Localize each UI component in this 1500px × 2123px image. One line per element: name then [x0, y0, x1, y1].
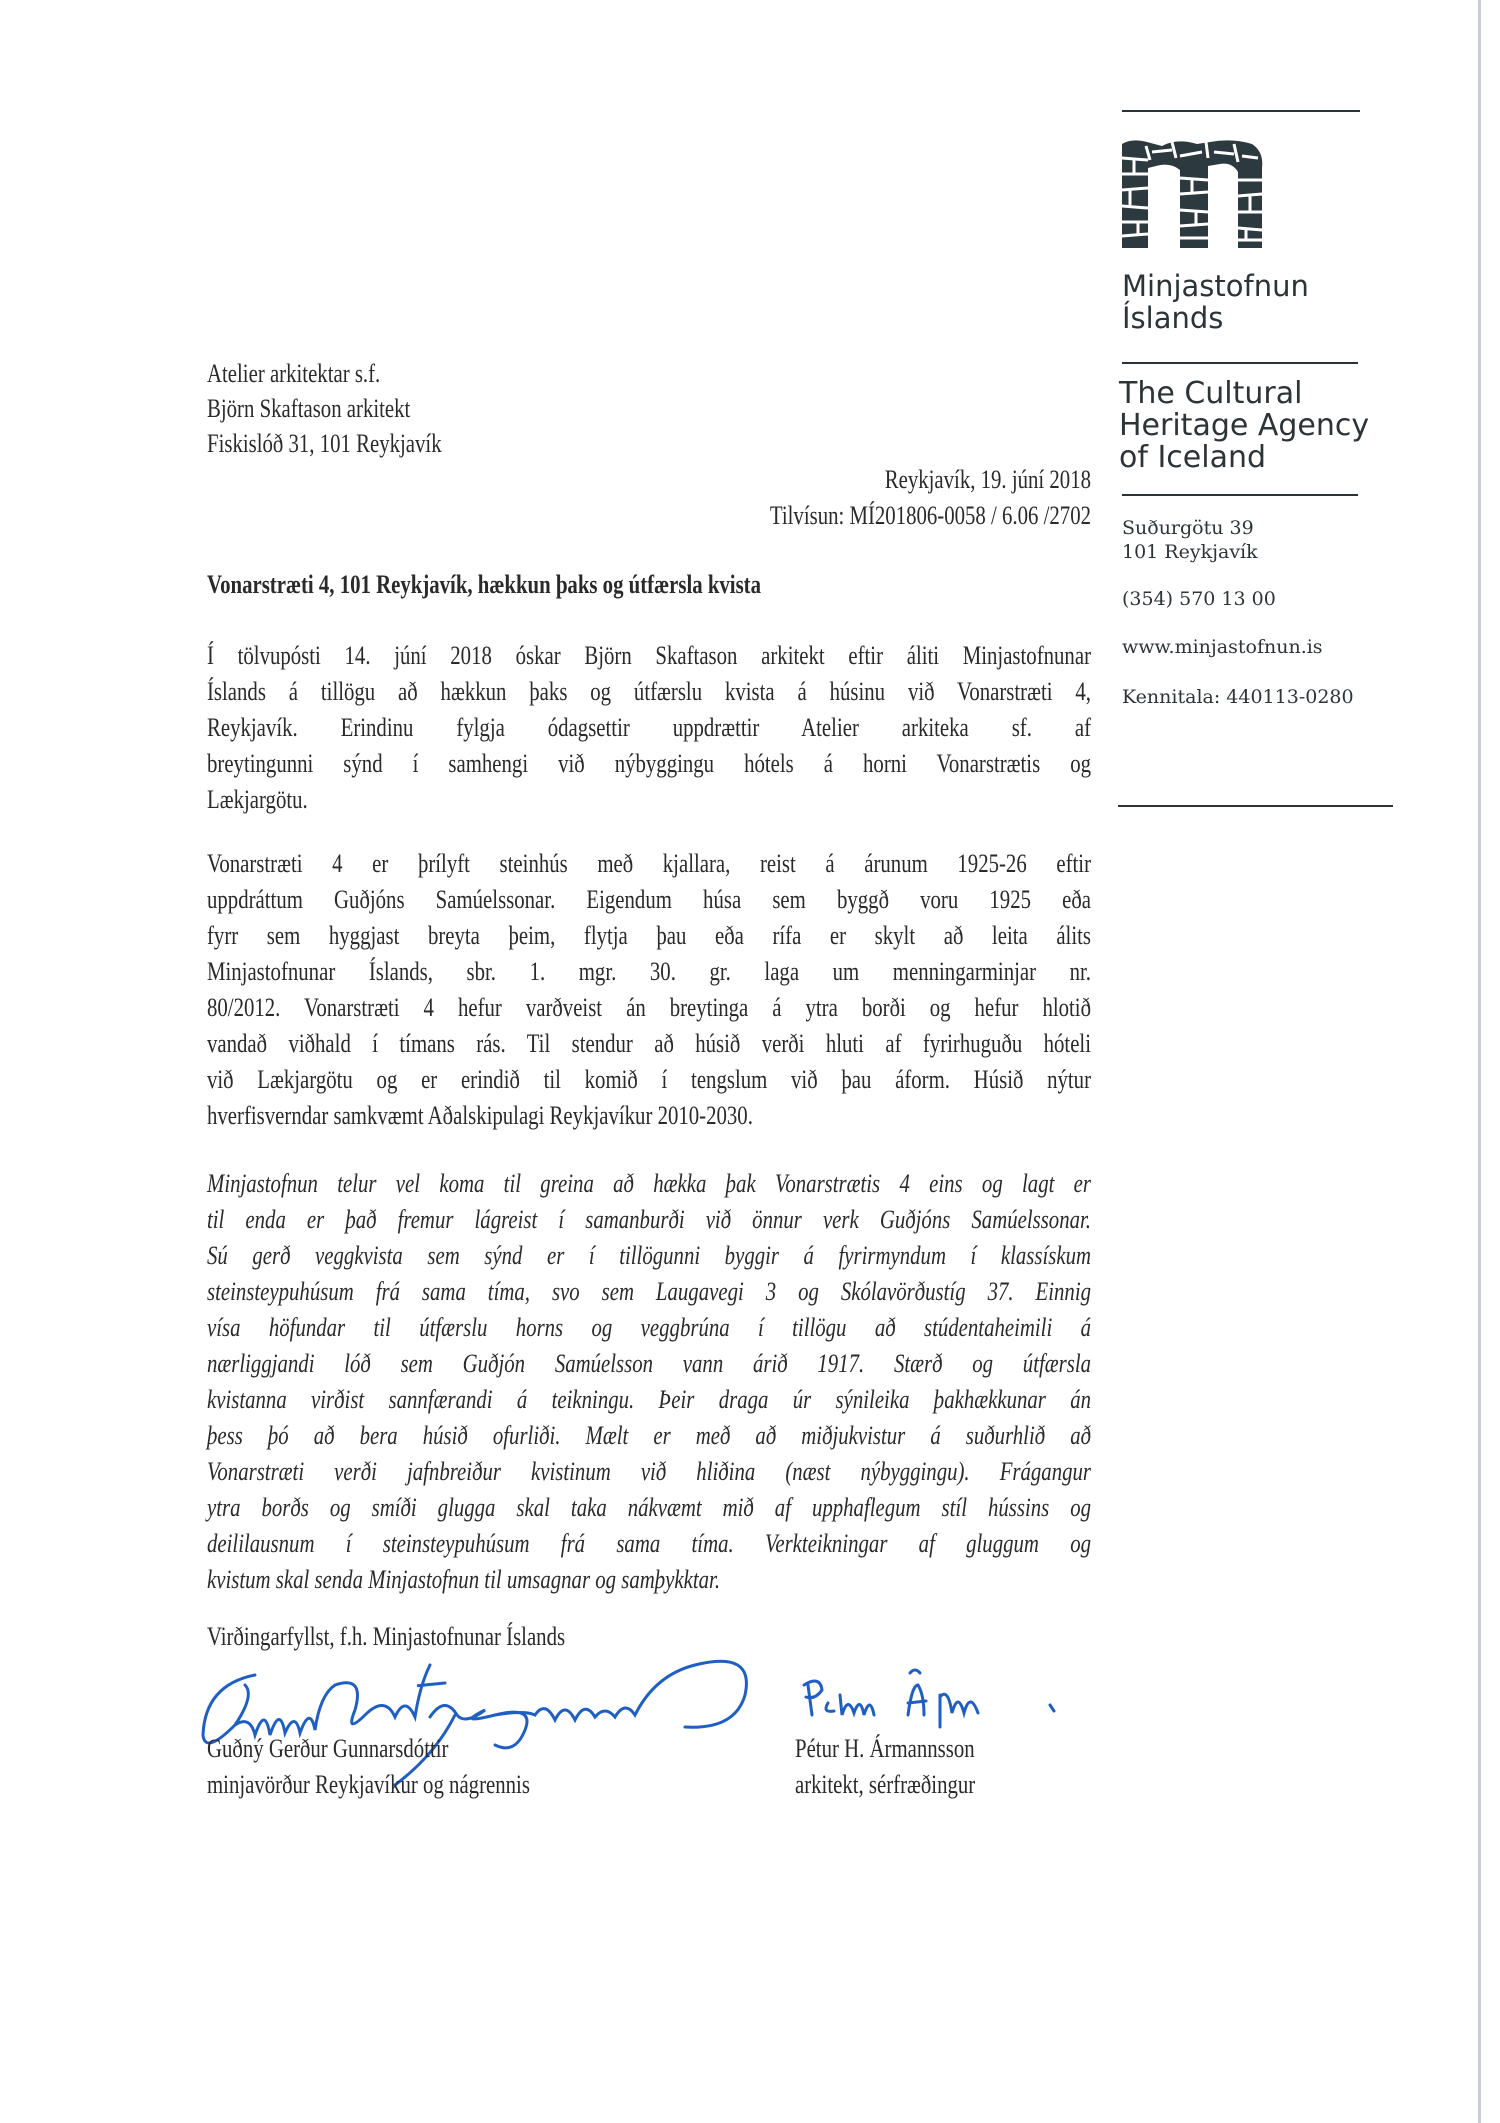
paragraph-line: uppdráttum Guðjóns Samúelssonar. Eigendum húsa sem byggð voru 1925 eða: [207, 885, 1091, 914]
paragraph-line: ytra borðs og smíði glugga skal taka nákvæmt mið af upphaflegum stíl hússins og: [207, 1493, 1091, 1522]
divider: [1122, 110, 1360, 112]
agency-kennitala: Kennitala: 440113-0280: [1122, 686, 1354, 708]
paragraph-line: Í tölvupósti 14. júní 2018 óskar Björn Skaftason arkitekt eftir áliti Minjastofnunar: [207, 641, 1091, 670]
address-line: 101 Reykjavík: [1122, 541, 1258, 563]
signatory-title: arkitekt, sérfræðingur: [795, 1770, 976, 1799]
paragraph-line: við Lækjargötu og er erindið til komið í tengslum við þau áform. Húsið nýtur: [207, 1065, 1091, 1094]
paragraph-line: Lækjargötu.: [207, 785, 308, 814]
address-line: Suðurgötu 39: [1122, 517, 1254, 539]
paragraph-line: breytingunni sýnd í samhengi við nýbyggingu hótels á horni Vonarstrætis og: [207, 749, 1091, 778]
paragraph-line: fyrr sem hyggjast breyta þeim, flytja þau eða rífa er skylt að leita álits: [207, 921, 1091, 950]
agency-name-line: The Cultural: [1119, 376, 1303, 411]
paragraph-line: kvistanna virðist sannfærandi á teikningu. Þeir draga úr sýnileika þakhækkunar án: [207, 1385, 1091, 1414]
agency-address: [1122, 516, 1258, 564]
body-paragraph-3: [207, 1166, 1091, 1598]
paragraph-line: Sú gerð veggkvista sem sýnd er í tillögunni byggir á fyrirmyndum í klassískum: [207, 1241, 1091, 1270]
agency-name-line: Heritage Agency: [1119, 408, 1370, 443]
paragraph-line: vísa höfundar til útfærslu horns og veggbrúna í tillögu að stúdentaheimili á: [207, 1313, 1091, 1342]
body-paragraph-2: [207, 846, 1091, 1134]
divider: [1122, 362, 1358, 364]
signatory-2: [795, 1731, 1500, 1803]
scan-edge-line: [1478, 0, 1481, 2123]
paragraph-line: steinsteypuhúsum frá sama tíma, svo sem Laugavegi 3 og Skólavörðustíg 37. Einnig: [207, 1277, 1091, 1306]
paragraph-line: nærliggjandi lóð sem Guðjón Samúelsson vann árið 1917. Stærð og útfærsla: [207, 1349, 1091, 1378]
paragraph-line: til enda er það fremur lágreist í samanburði við önnur verk Guðjóns Samúelssonar.: [207, 1205, 1091, 1234]
paragraph-line: Vonarstræti 4 er þrílyft steinhús með kjallara, reist á árunum 1925-26 eftir: [207, 849, 1091, 878]
agency-phone: (354) 570 13 00: [1122, 588, 1276, 610]
agency-name-is: [1122, 270, 1309, 334]
paragraph-line: hverfisverndar samkvæmt Aðalskipulagi Reykjavíkur 2010-2030.: [207, 1101, 753, 1130]
paragraph-line: þess þó að bera húsið ofurliði. Mælt er með að miðjukvistur á suðurhlið að: [207, 1421, 1091, 1450]
paragraph-line: deililausnum í steinsteypuhúsum frá sama tíma. Verkteikningar af gluggum og: [207, 1529, 1091, 1558]
letter-subject: Vonarstræti 4, 101 Reykjavík, hækkun þaks og útfærsla kvista: [207, 570, 761, 599]
paragraph-line: 80/2012. Vonarstræti 4 hefur varðveist án breytinga á ytra borði og hefur hlotið: [207, 993, 1091, 1022]
recipient-block: [207, 356, 1091, 461]
agency-name-line: Minjastofnun: [1122, 269, 1309, 303]
recipient-line: Björn Skaftason arkitekt: [207, 394, 411, 423]
divider: [1118, 805, 1393, 807]
agency-website[interactable]: www.minjastofnun.is: [1122, 636, 1323, 658]
signatory-name: Pétur H. Ármannsson: [795, 1734, 975, 1763]
date-block: [207, 462, 1091, 534]
paragraph-line: kvistum skal senda Minjastofnun til umsagnar og samþykktar.: [207, 1565, 721, 1594]
paragraph-line: Vonarstræti verði jafnbreiður kvistinum við hliðina (næst nýbyggingu). Frágangur: [207, 1457, 1091, 1486]
agency-name-line: of Iceland: [1119, 440, 1267, 475]
agency-name-line: Íslands: [1122, 301, 1224, 335]
agency-name-en: [1119, 378, 1369, 474]
paragraph-line: Minjastofnunar Íslands, sbr. 1. mgr. 30. gr. laga um menningarminjar nr.: [207, 957, 1091, 986]
paragraph-line: Íslands á tillögu að hækkun þaks og útfærslu kvista á húsinu við Vonarstræti 4,: [207, 677, 1091, 706]
body-paragraph-1: [207, 638, 1091, 818]
paragraph-line: Reykjavík. Erindinu fylgja ódagsettir uppdrættir Atelier arkiteka sf. af: [207, 713, 1091, 742]
letter-reference: Tilvísun: MÍ201806-0058 / 6.06 /2702: [769, 501, 1091, 530]
recipient-line: Atelier arkitektar s.f.: [207, 359, 381, 388]
paragraph-line: vandað viðhald í tímans rás. Til stendur að húsið verði hluti af fyrirhuguðu hóteli: [207, 1029, 1091, 1058]
signatory-name: Guðný Gerður Gunnarsdóttir: [207, 1734, 449, 1763]
letter-date: Reykjavík, 19. júní 2018: [884, 465, 1091, 494]
signatory-title: minjavörður Reykjavíkur og nágrennis: [207, 1770, 530, 1799]
agency-logo: [1122, 138, 1264, 250]
recipient-line: Fiskislóð 31, 101 Reykjavík: [207, 429, 442, 458]
closing: Virðingarfyllst, f.h. Minjastofnunar Íslands: [207, 1622, 566, 1651]
paragraph-line: Minjastofnun telur vel koma til greina að hækka þak Vonarstrætis 4 eins og lagt er: [207, 1169, 1091, 1198]
divider: [1122, 494, 1358, 496]
